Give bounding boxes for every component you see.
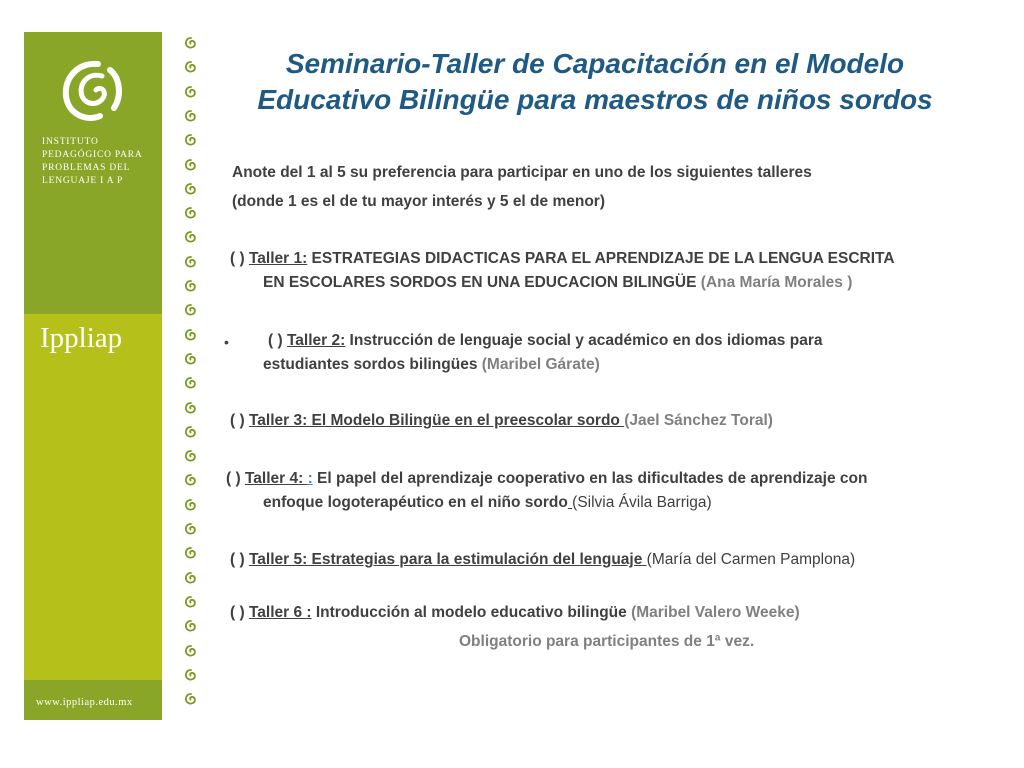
taller-2-text-cont: estudiantes sordos bilingües [263, 356, 482, 373]
spiral-icon [184, 182, 198, 196]
checkbox-paren[interactable]: ( ) [230, 412, 245, 429]
website-url: www.ippliap.edu.mx [36, 697, 133, 708]
spiral-icon [184, 255, 198, 269]
spiral-icon [184, 109, 198, 123]
taller-4-label: Taller 4: [244, 470, 308, 487]
spiral-icon [184, 425, 198, 439]
spiral-icon [184, 498, 198, 512]
taller-5-line [230, 551, 855, 569]
spiral-icon [184, 352, 198, 366]
spiral-icon [184, 546, 198, 560]
spiral-icon [184, 668, 198, 682]
taller-1-label: Taller 1: [248, 250, 308, 267]
taller-3-author: (Jael Sánchez Toral) [624, 412, 773, 429]
checkbox-paren[interactable]: ( ) [268, 332, 283, 349]
institute-line: INSTITUTO [42, 137, 99, 147]
spiral-icon [184, 230, 198, 244]
spiral-icon [184, 60, 198, 74]
spiral-icon [184, 206, 198, 220]
taller-1-line [230, 250, 895, 268]
checkbox-paren[interactable]: ( ) [230, 551, 245, 568]
checkbox-paren[interactable]: ( ) [226, 470, 241, 487]
spiral-icon [184, 303, 198, 317]
title-line: Educativo Bilingüe para maestros de niños sordos [257, 84, 933, 115]
taller-6-author: (Maribel Valero Weeke) [631, 604, 800, 621]
taller-6-line [230, 604, 800, 622]
instruction-line-2: (donde 1 es el de tu mayor interés y 5 el de menor) [232, 193, 605, 210]
sidebar-panel [24, 32, 162, 720]
spiral-icon [184, 692, 198, 706]
spiral-icon [184, 158, 198, 172]
spiral-icon [184, 279, 198, 293]
spiral-icon [184, 595, 198, 609]
page-title [220, 46, 970, 118]
institute-line: PROBLEMAS DEL [42, 163, 131, 173]
spiral-icon [184, 376, 198, 390]
checkbox-paren[interactable]: ( ) [230, 250, 245, 267]
spiral-icon [184, 85, 198, 99]
spiral-icon [184, 473, 198, 487]
spiral-icon [184, 571, 198, 585]
spiral-icon [184, 522, 198, 536]
taller-2-author: (Maribel Gárate) [481, 356, 600, 373]
instruction-line-1: Anote del 1 al 5 su preferencia para participar en uno de los siguientes talleres [232, 164, 812, 181]
institute-line: LENGUAJE I A P [42, 176, 124, 186]
bullet-icon: • [224, 334, 229, 350]
taller-4-text: El papel del aprendizaje cooperativo en las dificultades de aprendizaje con [312, 470, 868, 487]
taller-4-line [226, 470, 867, 488]
title-line: Seminario-Taller de Capacitación en el Modelo [285, 48, 905, 79]
taller-2-text: Instrucción de lenguaje social y académico en dos idiomas para [345, 332, 823, 349]
taller-3-label: Taller 3: El Modelo Bilingüe en el preescolar sordo [248, 412, 625, 429]
spiral-icon [184, 401, 198, 415]
taller-2-label: Taller 2: [286, 332, 346, 349]
ippliap-logo-icon [58, 56, 128, 126]
taller-4-text-cont: enfoque logoterapéutico en el niño sordo [263, 494, 568, 511]
taller-6-text: Introducción al modelo educativo bilingüe [311, 604, 632, 621]
spiral-icon [184, 644, 198, 658]
taller-5-author: (María del Carmen Pamplona) [646, 551, 856, 568]
spiral-icon [184, 328, 198, 342]
taller-1-text: ESTRATEGIAS DIDACTICAS PARA EL APRENDIZAJE DE LA LENGUA ESCRITA [307, 250, 895, 267]
taller-1-line-2 [263, 274, 852, 292]
taller-2-line-2 [263, 356, 600, 374]
spiral-icon [184, 619, 198, 633]
taller-1-author: (Ana María Morales ) [700, 274, 853, 291]
taller-5-label: Taller 5: Estrategias para la estimulación del lenguaje [248, 551, 647, 568]
taller-6-label: Taller 6 : [248, 604, 312, 621]
taller-4-line-2 [263, 494, 712, 512]
institute-line: PEDAGÓGICO PARA [42, 150, 143, 160]
taller-4-author: (Silvia Ávila Barriga) [572, 494, 712, 511]
brand-name: Ippliap [40, 322, 123, 354]
spiral-icon [184, 133, 198, 147]
taller-4-colon: : [307, 470, 313, 487]
taller-2-line [268, 332, 822, 350]
checkbox-paren[interactable]: ( ) [230, 604, 245, 621]
decorative-spiral-column [180, 36, 204, 726]
taller-1-text-cont: EN ESCOLARES SORDOS EN UNA EDUCACION BILINGÜE [263, 274, 701, 291]
taller-6-note: Obligatorio para participantes de 1ª vez. [459, 633, 755, 650]
spiral-icon [184, 36, 198, 50]
taller-3-line [230, 412, 773, 430]
institute-name [42, 136, 160, 188]
spiral-icon [184, 449, 198, 463]
